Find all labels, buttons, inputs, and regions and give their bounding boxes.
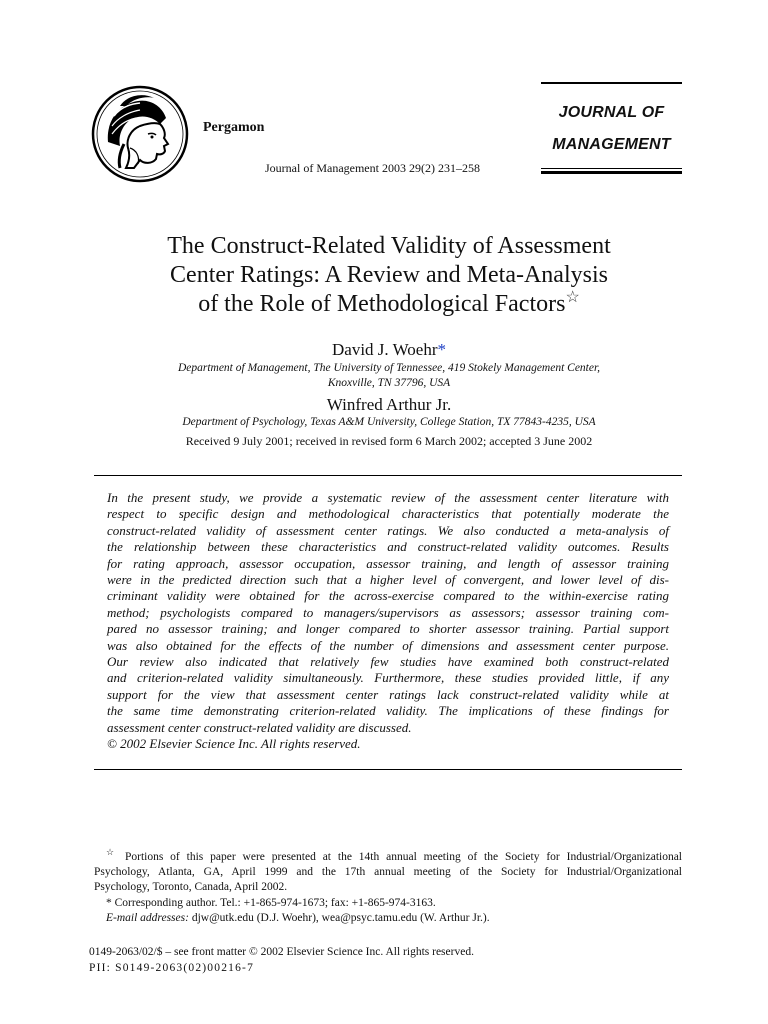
email-label: E-mail addresses: [106,911,189,924]
email-note [94,911,682,926]
corresponding-author-marker[interactable]: * [437,340,446,359]
journal-masthead [541,82,682,174]
abstract-line: was also obtained for the effects of the number of dimensions and assessment center purpose. [107,637,669,653]
abstract-line: method; psychologists compared to managers/supervisors as assessors; assessor training com- [107,604,669,620]
issn-line: 0149-2063/02/$ – see front matter © 2002 Elsevier Science Inc. All rights reserved. [89,946,474,958]
title-footnote-marker[interactable]: ☆ [565,289,580,306]
publisher-logo [90,84,190,184]
author-arthur: Winfred Arthur Jr. [326,395,452,414]
footnote-line: Psychology, Atlanta, GA, April 1999 and the 17th annual meeting of the Society for Industrial/Organizational [94,866,682,879]
corresponding-author-note: * Corresponding author. Tel.: +1-865-974-1673; fax: +1-865-974-3163. [106,896,436,909]
email-addresses[interactable]: djw@utk.edu (D.J. Woehr), wea@psyc.tamu.edu (W. Arthur Jr.). [191,911,490,924]
masthead-rule-thick [541,171,682,174]
abstract-line: construct-related validity of assessment center ratings. We also conducted a meta-analysis of [107,522,669,538]
received-dates: Received 9 July 2001; received in revised form 6 March 2002; accepted 3 June 2002 [185,434,593,448]
abstract-line: pared no assessor training; and longer compared to shorter assessor training. Partial support [107,621,669,637]
front-matter [89,945,474,976]
abstract-line: for rating approach, assessor occupation, assessor training, and length of assessor training [107,555,669,571]
athena-head-icon [90,84,190,184]
abstract-line: respect to specific design and methodological characteristics that potentially moderate the [107,506,669,522]
pii-line: PII: S0149-2063(02)00216-7 [89,961,255,974]
author-woehr [100,340,678,360]
affiliation-line: Department of Psychology, Texas A&M University, College Station, TX 77843-4235, USA [182,416,596,428]
title-line-text: of the Role of Methodological Factors [198,291,566,317]
footnote-line: Psychology, Toronto, Canada, April 2002. [94,881,288,894]
abstract-line: criminant validity were obtained for the across-exercise compared to the within-exercise rating [107,588,669,604]
footnotes [94,847,683,926]
footnote-line [94,847,683,865]
abstract-line: and criterion-related validity simultaneously. Furthermore, these studies provided little, if any [107,670,669,686]
abstract-line: In the present study, we provide a systematic review of the assessment center literature with [107,490,669,505]
abstract-line: Our review also indicated that relatively few studies have examined both construct-related [107,654,669,670]
abstract-rule-bottom [94,769,682,770]
abstract-line: were in the predicted direction such that a higher level of convergent, and lower level of dis- [107,572,669,588]
masthead-rule-top [541,82,682,84]
journal-name-line2: MANAGEMENT [552,136,671,153]
abstract-rule-top [94,475,682,476]
journal-citation: Journal of Management 2003 29(2) 231–258 [265,161,480,175]
footnote-star-marker: ☆ [106,847,119,858]
affiliation-arthur [100,415,678,430]
affiliation-line: Department of Management, The University of Tennessee, 419 Stokely Management Center, [177,362,601,374]
article-title [100,232,678,319]
affiliation-woehr [100,361,678,391]
masthead-rule-thin [541,168,682,169]
title-line [100,290,678,319]
journal-name-line1: JOURNAL OF [558,104,665,121]
publisher-name: Pergamon [203,120,265,135]
abstract-line: the same time demonstrating criterion-related validity. The implications of these findings for [107,703,669,719]
title-line: The Construct-Related Validity of Assessment [167,233,611,259]
copyright-notice: © 2002 Elsevier Science Inc. All rights reserved. [107,736,361,752]
abstract-line: support for the view that assessment center ratings lack construct-related validity while at [107,686,669,702]
abstract-line: the relationship between these characteristics and construct-related validity outcomes. Results [107,539,669,555]
abstract [107,490,669,753]
title-line: Center Ratings: A Review and Meta-Analysis [170,262,608,288]
author-name: David J. Woehr [332,340,438,359]
abstract-line: assessment center construct-related validity are discussed. [107,719,412,735]
footnote-text: Portions of this paper were presented at the 14th annual meeting of the Society for Industrial/Organizational [124,851,683,863]
affiliation-line: Knoxville, TN 37796, USA [327,377,451,389]
